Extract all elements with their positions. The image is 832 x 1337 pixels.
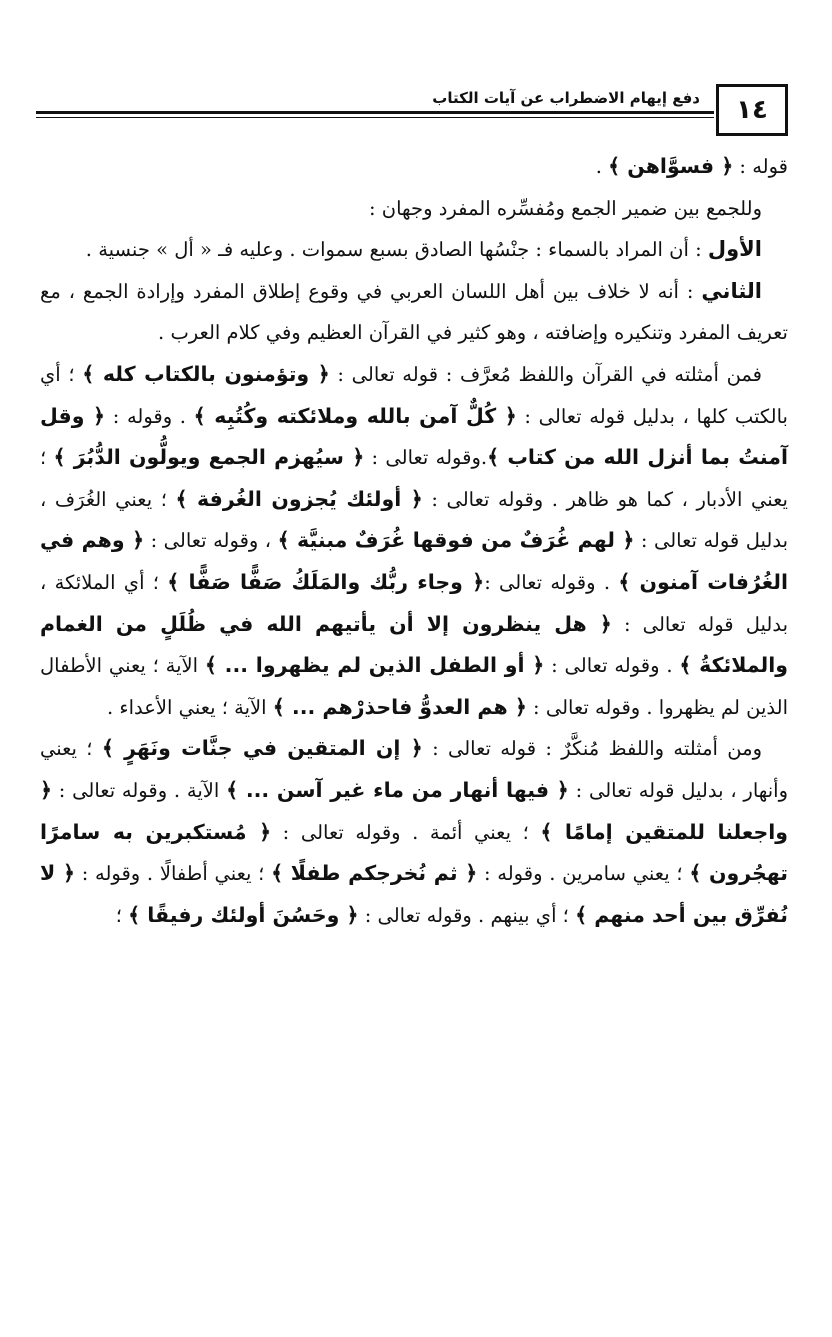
quran-quote: ﴿ وهم في الغُرُفات آمنون ﴾: [40, 528, 788, 594]
quran-quote: ﴿ أولئك يُجزون الغُرفة ﴾: [175, 486, 423, 511]
quran-quote: ﴿ مُستكبرين به سامرًا تهجُرون ﴾: [40, 819, 788, 886]
quran-quote: ﴿ واجعلنا للمتقين إمامًا ﴾: [40, 777, 788, 844]
point-label: الثاني: [701, 278, 762, 303]
quran-quote: ﴿ وجاء ربُّك والمَلَكُ صَفًّا صَفًّا ﴾: [167, 569, 485, 594]
paragraph-3: الأول : أن المراد بالسماء : جنْسُها الصادق بسبع سموات . وعليه فـ « أل » جنسية .: [85, 237, 762, 262]
page-number-box: [716, 84, 788, 136]
header-rule-thick: [36, 111, 714, 114]
quran-quote: ﴿ كُلٌّ آمن بالله وملائكته وكُتُبِه ﴾: [193, 403, 517, 428]
body-text: [40, 146, 788, 936]
paragraph-5: فمن أمثلته في القرآن واللفظ مُعرَّف : قوله تعالى : ﴿ وتؤمنون بالكتاب كله ﴾ ؛ أي بالكتب كلها ، بدليل قوله تعالى : ﴿ كُلٌّ آمن بالله وملائكته وكُتُبِه ﴾ . وقوله : ﴿ وقل آمنتُ بما أنزل الله من كتاب ﴾.وقوله تعالى : ﴿ سيُهزم الجمع ويولُّون الدُّبُرَ ﴾ ؛ يعني الأدبار ، كما هو ظاهر . وقوله تعالى : ﴿ أولئك يُجزون الغُرفة ﴾ ؛ يعني الغُرَف ، بدليل قوله تعالى : ﴿ لهم غُرَفٌ من فوقها غُرَفٌ مبنيَّة ﴾ ، وقوله تعالى : ﴿ وهم في الغُرُفات آمنون ﴾ . وقوله تعالى :﴿ وجاء ربُّك والمَلَكُ صَفًّا صَفًّا ﴾ ؛ أي الملائكة ، بدليل قوله تعالى : ﴿ هل ينظرون إلا أن يأتيهم الله في ظُلَلٍ من الغمام والملائكةُ ﴾ . وقوله تعالى : ﴿ أو الطفل الذين لم يظهروا ... ﴾ الآية ؛ يعني الأطفال الذين لم يظهروا . وقوله تعالى : ﴿ هم العدوُّ فاحذرْهم ... ﴾ الآية ؛ يعني الأعداء .: [40, 361, 788, 719]
quran-quote: ﴿ إن المتقين في جنَّات ونَهَرٍ ﴾: [101, 736, 423, 761]
quran-quote: ﴿ لا نُفرِّق بين أحد منهم ﴾: [40, 861, 788, 927]
quran-quote: ﴿ هل ينظرون إلا أن يأتيهم الله في ظُلَلٍ من الغمام والملائكةُ ﴾: [40, 611, 788, 678]
paragraph-4: الثاني : أنه لا خلاف بين أهل اللسان العربي في وقوع إطلاق المفرد وإرادة الجمع ، مع تعريف المفرد وتنكيره وإضافته ، وهو كثير في القرآن العظيم وفي كلام العرب .: [40, 278, 788, 345]
quran-quote: ﴿ فيها أنهار من ماء غير آسن ... ﴾: [226, 777, 569, 802]
quran-quote: ﴿ وتؤمنون بالكتاب كله ﴾: [82, 361, 330, 386]
quran-quote: ﴿ وحَسُنَ أولئك رفيقًا ﴾: [128, 902, 359, 927]
paragraph-6: ومن أمثلته واللفظ مُنكَّرٌ : قوله تعالى : ﴿ إن المتقين في جنَّات ونَهَرٍ ﴾ ؛ يعني وأنهار ، بدليل قوله تعالى : ﴿ فيها أنهار من ماء غير آسن ... ﴾ الآية . وقوله تعالى : ﴿ واجعلنا للمتقين إمامًا ﴾ ؛ يعني أئمة . وقوله تعالى : ﴿ مُستكبرين به سامرًا تهجُرون ﴾ ؛ يعني سامرين . وقوله : ﴿ ثم نُخرجكم طفلًا ﴾ ؛ يعني أطفالًا . وقوله : ﴿ لا نُفرِّق بين أحد منهم ﴾ ؛ أي بينهم . وقوله تعالى : ﴿ وحَسُنَ أولئك رفيقًا ﴾ ؛: [40, 736, 789, 927]
quran-quote: ﴿ سيُهزم الجمع ويولُّون الدُّبُرَ ﴾: [53, 445, 365, 470]
point-label: الأول: [707, 237, 762, 262]
page-number: ١٤: [736, 95, 768, 125]
quran-quote: ﴿ ثم نُخرجكم طفلًا ﴾: [271, 861, 478, 886]
quran-quote: ﴿ هم العدوُّ فاحذرْهم ... ﴾: [272, 694, 527, 719]
running-title: دفع إيهام الاضطراب عن آيات الكتاب: [432, 89, 700, 107]
header-rule-thin: [36, 117, 714, 118]
paragraph-1: قوله : ﴿ فسوَّاهن ﴾ .: [595, 154, 788, 178]
quran-quote: ﴿ وقل آمنتُ بما أنزل الله من كتاب ﴾: [40, 403, 788, 470]
quran-quote: ﴿ لهم غُرَفٌ من فوقها غُرَفٌ مبنيَّة ﴾: [277, 528, 635, 553]
paragraph-2: وللجمع بين ضمير الجمع ومُفسِّره المفرد وجهان :: [369, 196, 762, 220]
quran-quote: ﴿ فسوَّاهن ﴾: [608, 154, 734, 178]
quran-quote: ﴿ أو الطفل الذين لم يظهروا ... ﴾: [204, 653, 545, 678]
